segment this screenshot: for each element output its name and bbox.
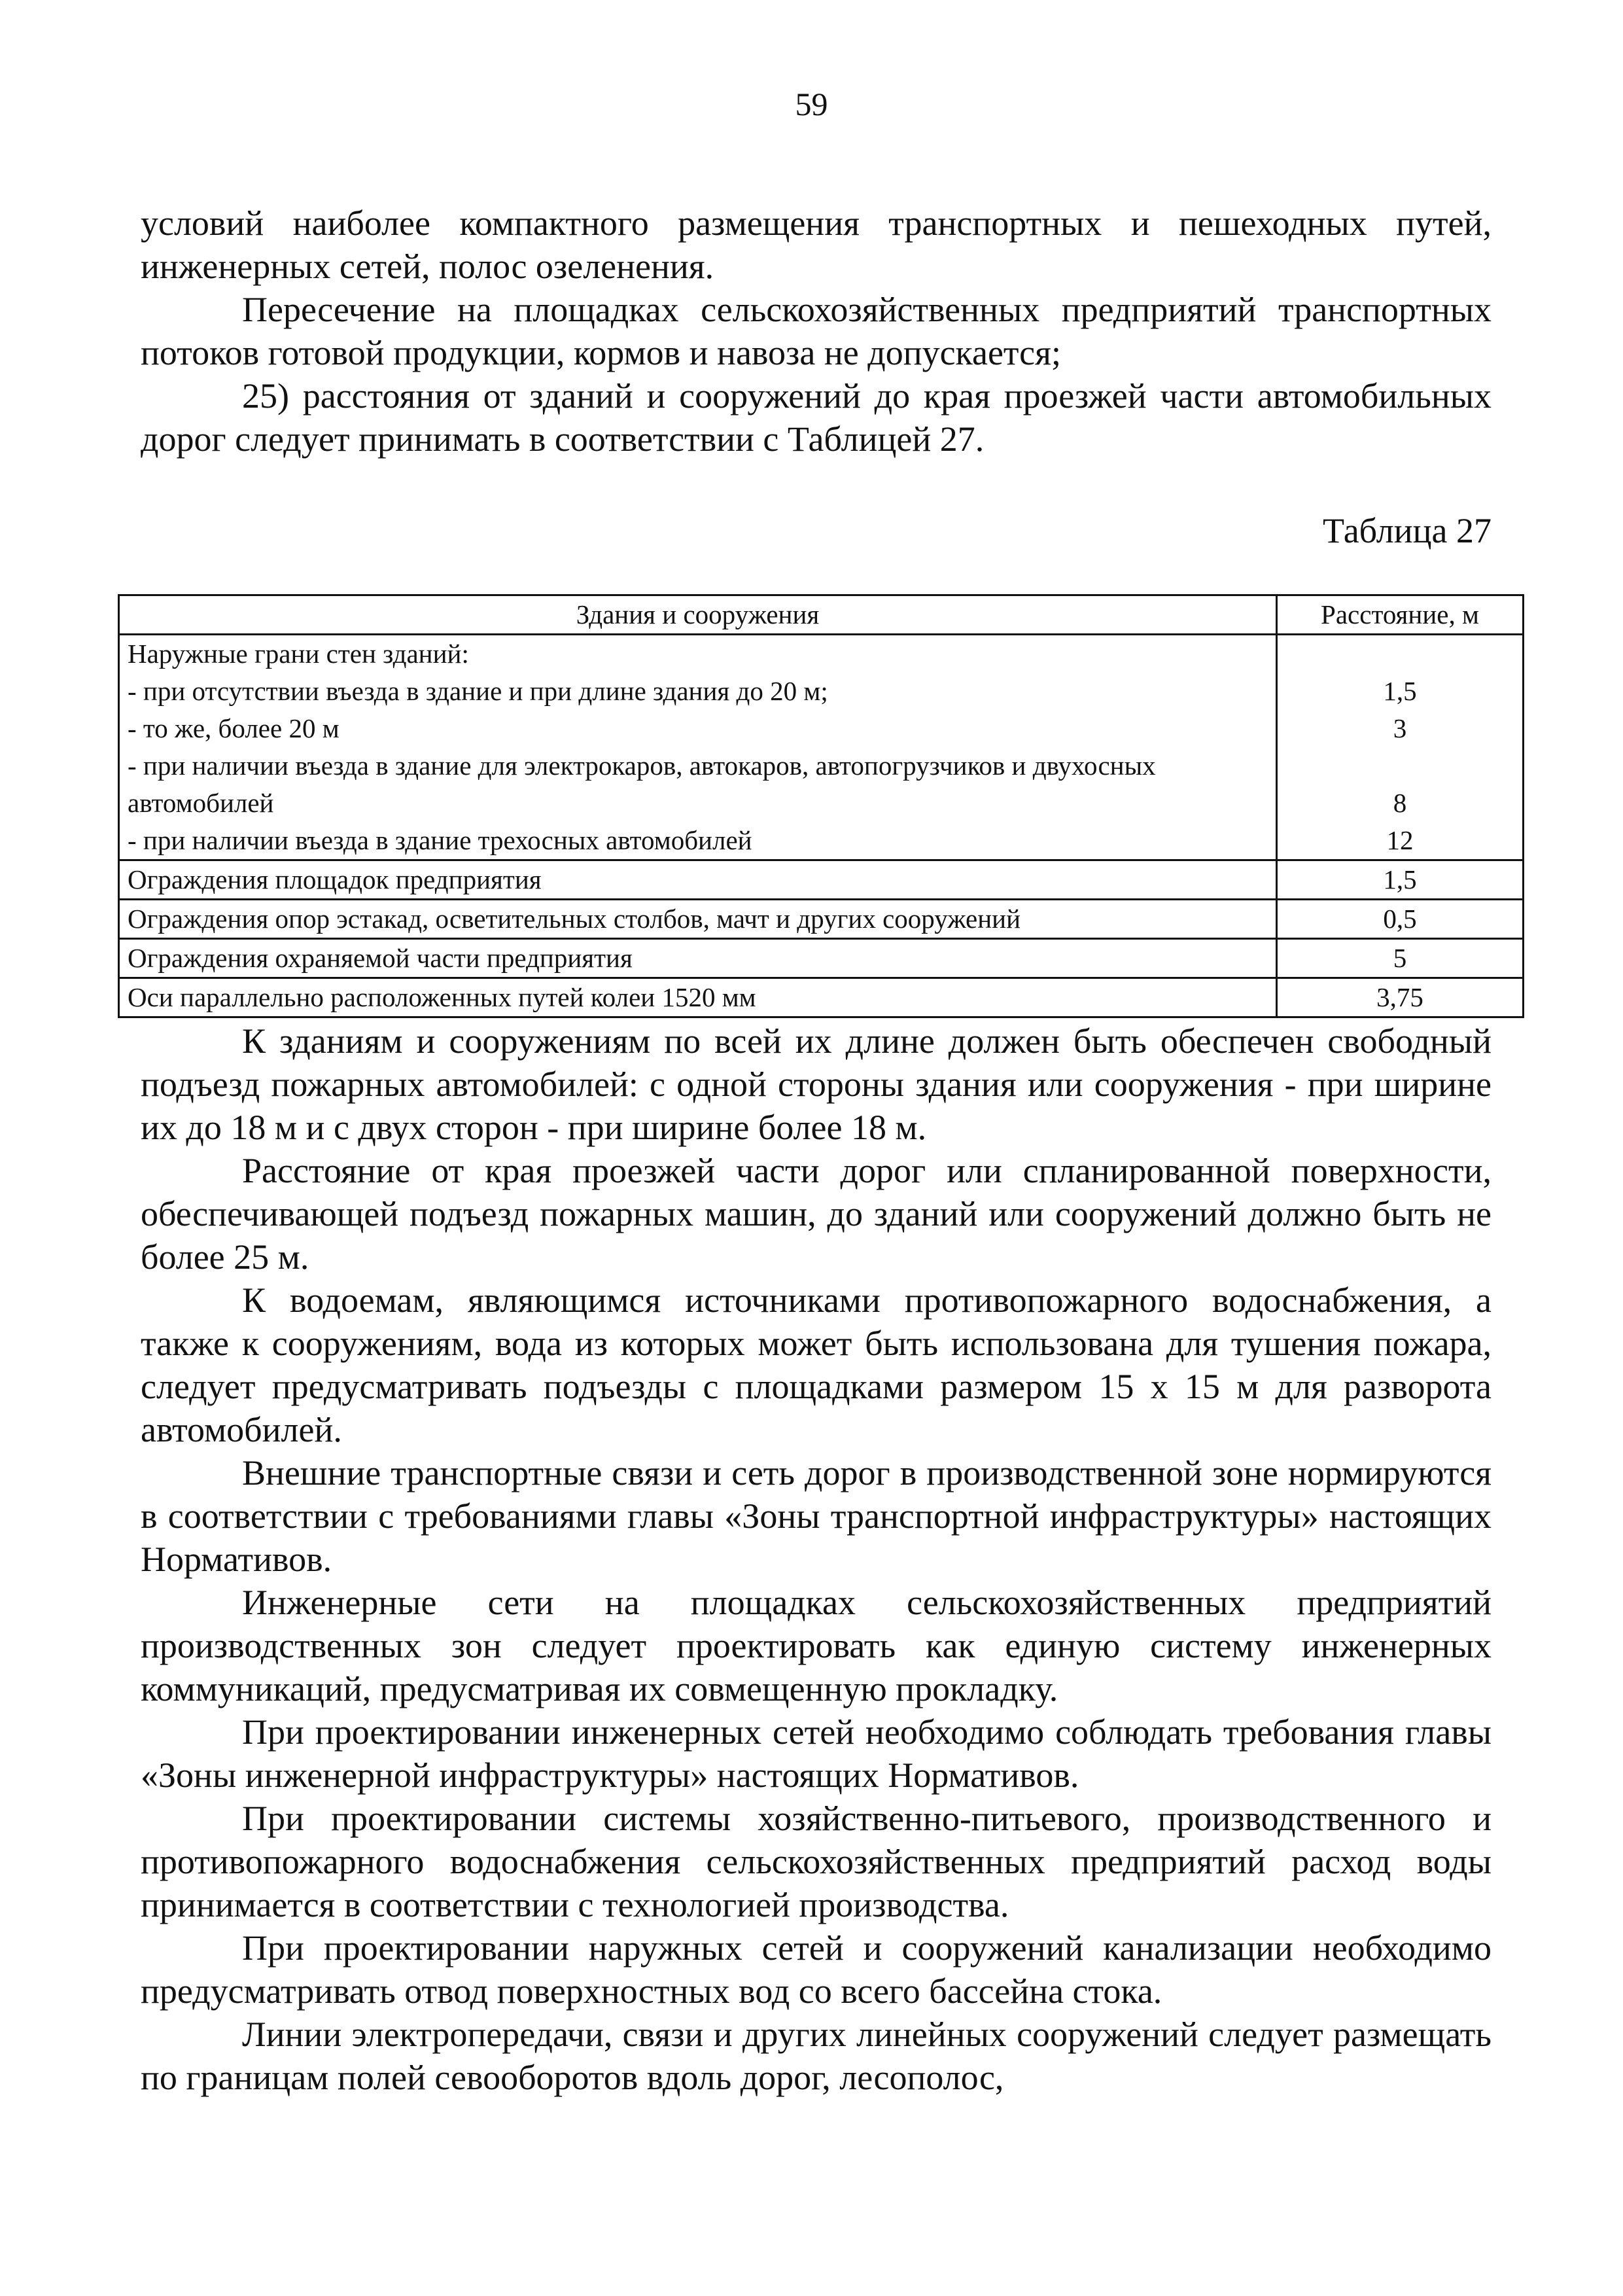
group-item: - при отсутствии въезда в здание и при длине здания до 20 м; — [128, 676, 828, 706]
group-item: - при наличии въезда в здание трехосных автомобилей — [128, 825, 752, 855]
table-caption: Таблица 27 — [1323, 511, 1492, 550]
paragraph: Инженерные сети на площадках сельскохозяйственных предприятий производственных зон следует проектировать как единую систему инженерных коммуникаций, предусматривая их совмещенную прокладку. — [141, 1583, 1492, 1708]
top-text-block — [141, 202, 1492, 461]
paragraph: При проектировании системы хозяйственно-питьевого, производственного и противопожарного водоснабжения сельскохозяйственных предприятий расход воды принимается в соответствии с технологией производства. — [141, 1799, 1492, 1924]
paragraph: К зданиям и сооружениям по всей их длине должен быть обеспечен свободный подъезд пожарных автомобилей: с одной стороны здания или сооружения - при ширине их до 18 м и с двух сторон - при ширине более 18 м. — [141, 1021, 1492, 1147]
table-row-wall-faces — [119, 635, 1524, 860]
group-item: - при наличии въезда в здание для электрокаров, автокаров, автопогрузчиков и двухосных автомобилей — [128, 751, 1156, 818]
group-value: 8 — [1393, 788, 1407, 818]
cell-value: 1,5 — [1277, 860, 1524, 900]
cell-value: 5 — [1277, 939, 1524, 978]
group-title: Наружные грани стен зданий: — [128, 639, 469, 669]
cell-description — [119, 635, 1277, 860]
paragraph: условий наиболее компактного размещения транспортных и пешеходных путей, инженерных сетей, полос озеленения. — [141, 203, 1492, 286]
bottom-text-block — [141, 1019, 1492, 2099]
group-value: 12 — [1386, 825, 1414, 855]
paragraph: Пересечение на площадках сельскохозяйственных предприятий транспортных потоков готовой продукции, кормов и навоза не допускается; — [141, 290, 1492, 372]
paragraph: При проектировании инженерных сетей необходимо соблюдать требования главы «Зоны инженерной инфраструктуры» настоящих Нормативов. — [141, 1712, 1492, 1795]
distances-table — [118, 594, 1524, 1018]
column-header-buildings: Здания и сооружения — [119, 595, 1277, 635]
cell-description: Ограждения площадок предприятия — [119, 860, 1277, 900]
paragraph: При проектировании наружных сетей и сооружений канализации необходимо предусматривать отвод поверхностных вод со всего бассейна стока. — [141, 1928, 1492, 2011]
page-number: 59 — [795, 86, 828, 122]
paragraph: 25) расстояния от зданий и сооружений до края проезжей части автомобильных дорог следует принимать в соответствии с Таблицей 27. — [141, 376, 1492, 459]
table-header-row — [119, 595, 1524, 635]
table-row — [119, 860, 1524, 900]
column-header-distance: Расстояние, м — [1277, 595, 1524, 635]
paragraph: К водоемам, являющимся источниками противопожарного водоснабжения, а также к сооружениям, вода из которых может быть использована для тушения пожара, следует предусматривать подъезды с площадками размером 15 х 15 м для разворота автомобилей. — [141, 1280, 1492, 1449]
cell-value: 0,5 — [1277, 900, 1524, 939]
cell-description: Оси параллельно расположенных путей колеи 1520 мм — [119, 978, 1277, 1017]
cell-values — [1277, 635, 1524, 860]
cell-description: Ограждения опор эстакад, осветительных столбов, мачт и других сооружений — [119, 900, 1277, 939]
table-row — [119, 900, 1524, 939]
paragraph: Расстояние от края проезжей части дорог или спланированной поверхности, обеспечивающей подъезд пожарных машин, до зданий или сооружений должно быть не более 25 м. — [141, 1151, 1492, 1277]
table-row — [119, 939, 1524, 978]
group-value: 3 — [1393, 713, 1407, 743]
cell-value: 3,75 — [1277, 978, 1524, 1017]
group-value: 1,5 — [1383, 676, 1417, 706]
paragraph: Линии электропередачи, связи и других линейных сооружений следует размещать по границам полей севооборотов вдоль дорог, лесополос, — [141, 2015, 1492, 2097]
group-item: - то же, более 20 м — [128, 713, 340, 743]
table-row — [119, 978, 1524, 1017]
paragraph: Внешние транспортные связи и сеть дорог в производственной зоне нормируются в соответствии с требованиями главы «Зоны транспортной инфраструктуры» настоящих Нормативов. — [141, 1453, 1492, 1579]
cell-description: Ограждения охраняемой части предприятия — [119, 939, 1277, 978]
